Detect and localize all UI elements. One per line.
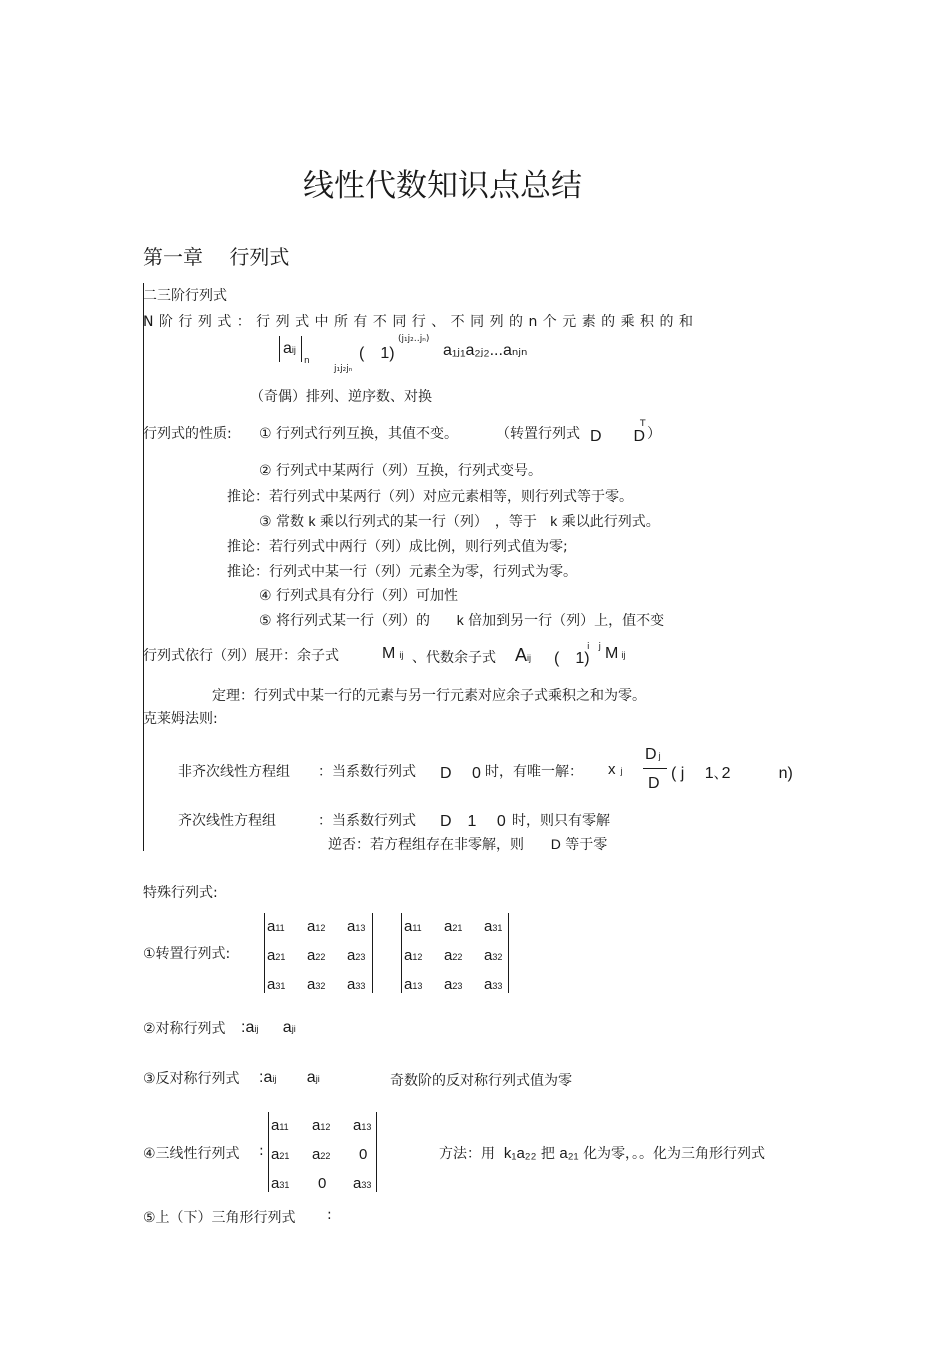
homogeneous-tail: 时，则只有零解 bbox=[512, 813, 610, 829]
triline-method: 方法：用 k₁a₂₂ 把 a₂₁ 化为零，。。化为三角形行列式 bbox=[439, 1145, 766, 1162]
matrix-cell: 0 bbox=[359, 1146, 368, 1163]
nonhomogeneous-tail: 时，有唯一解： bbox=[485, 764, 583, 780]
matrix-cell: a23 bbox=[444, 976, 463, 993]
property-1-math: D D bbox=[590, 428, 646, 445]
solution-range: ( j 1､2 n) bbox=[671, 765, 793, 782]
page-title: 线性代数知识点总结 bbox=[303, 168, 582, 204]
property-1-T: T bbox=[640, 419, 646, 429]
matrix-cell: a22 bbox=[312, 1146, 331, 1163]
matrix-a-bar-left bbox=[264, 913, 265, 993]
homogeneous-label: 齐次线性方程组 bbox=[178, 813, 276, 829]
matrix-cell: a13 bbox=[347, 918, 366, 935]
matrix-cell: a13 bbox=[404, 976, 423, 993]
matrix-tri-bar-left bbox=[268, 1112, 269, 1192]
symmetric-label: ②对称行列式 bbox=[143, 1021, 226, 1037]
matrix-cell: a11 bbox=[271, 1117, 289, 1134]
cramer-label: 克莱姆法则: bbox=[143, 711, 218, 727]
properties-label: 行列式的性质: bbox=[143, 426, 232, 442]
formula-terms: a₁ⱼ₁a₂ⱼ₂...aₙⱼₙ bbox=[443, 342, 528, 359]
special-label: 特殊行列式: bbox=[143, 885, 218, 901]
triline-colon: : bbox=[259, 1143, 264, 1159]
antisymmetric-label: ③反对称行列式 bbox=[143, 1071, 240, 1087]
transpose-label: ①转置行列式: bbox=[143, 946, 231, 962]
matrix-cell: a21 bbox=[267, 947, 286, 964]
minor-symbol: Mij bbox=[382, 645, 404, 662]
matrix-cell: a13 bbox=[353, 1117, 372, 1134]
matrix-at-bar-left bbox=[401, 913, 402, 993]
property-1: ① 行列式行列互换，其值不变。 bbox=[259, 426, 459, 442]
cofactor-sign: ( 1) bbox=[554, 650, 590, 667]
matrix-cell: a12 bbox=[404, 947, 423, 964]
section-left-rule bbox=[143, 283, 144, 851]
antisymmetric-note: 奇数阶的反对称行列式值为零 bbox=[390, 1073, 572, 1089]
triangular-label: ⑤上（下）三角形行列式 bbox=[143, 1210, 296, 1226]
chapter-heading: 第一章 行列式 bbox=[143, 245, 290, 269]
triline-label: ④三线性行列式 bbox=[143, 1146, 240, 1162]
nonhomogeneous-D: D 0 bbox=[440, 765, 481, 782]
formula-bar-right bbox=[301, 336, 302, 362]
solution-x: xj bbox=[608, 761, 623, 778]
formula-sum-index: j₁j₂jₙ bbox=[334, 364, 353, 374]
formula-exponent: (j₁j₂‥jₙ) bbox=[398, 334, 430, 344]
property-1-note: （转置行列式 bbox=[496, 426, 580, 442]
corollary-2: 推论：若行列式中两行（列）成比例，则行列式值为零; bbox=[227, 539, 568, 555]
homogeneous-converse: 逆否：若方程组存在非零解，则 D 等于零 bbox=[328, 836, 608, 853]
matrix-cell: a31 bbox=[267, 976, 286, 993]
expansion-mid: 、代数余子式 bbox=[412, 650, 496, 666]
triangular-colon: : bbox=[327, 1207, 332, 1223]
formula-lhs: aij bbox=[283, 340, 296, 357]
matrix-cell: a32 bbox=[484, 947, 503, 964]
matrix-cell: a33 bbox=[353, 1175, 372, 1192]
antisymmetric-math: :aij aji bbox=[259, 1069, 320, 1086]
matrix-cell: a21 bbox=[444, 918, 463, 935]
matrix-cell: a11 bbox=[404, 918, 422, 935]
fraction-numerator: Dj bbox=[645, 746, 661, 763]
corollary-1: 推论：若行列式中某两行（列）对应元素相等，则行列式等于零。 bbox=[227, 489, 633, 505]
corollary-3: 推论：行列式中某一行（列）元素全为零，行列式为零。 bbox=[227, 564, 577, 580]
matrix-cell: a12 bbox=[312, 1117, 331, 1134]
property-1-close: ） bbox=[647, 426, 661, 442]
cofactor-symbol: Aij bbox=[515, 645, 532, 665]
matrix-cell: a33 bbox=[484, 976, 503, 993]
property-2: ② 行列式中某两行（列）互换，行列式变号。 bbox=[259, 463, 542, 479]
parity-line: （奇偶）排列、逆序数、对换 bbox=[250, 389, 432, 405]
matrix-cell: a33 bbox=[347, 976, 366, 993]
matrix-tri-bar-right bbox=[376, 1112, 377, 1192]
matrix-cell: a21 bbox=[271, 1146, 290, 1163]
symmetric-math: :aij aji bbox=[241, 1019, 296, 1036]
matrix-cell: a12 bbox=[307, 918, 326, 935]
fraction-bar bbox=[643, 768, 667, 769]
matrix-cell: a31 bbox=[271, 1175, 290, 1192]
matrix-cell: a22 bbox=[307, 947, 326, 964]
matrix-a-bar-right bbox=[372, 913, 373, 993]
formula-sign: ( 1) bbox=[359, 345, 395, 362]
matrix-cell: a32 bbox=[307, 976, 326, 993]
matrix-cell: a31 bbox=[484, 918, 503, 935]
property-4: ④ 行列式具有分行（列）可加性 bbox=[259, 588, 459, 604]
formula-bar-left bbox=[279, 336, 280, 362]
property-3: ③ 常数 k 乘以行列式的某一行（列） ，等于 k 乘以此行列式。 bbox=[259, 513, 660, 530]
homogeneous-condition: ：当系数行列式 bbox=[318, 813, 416, 829]
matrix-cell: a23 bbox=[347, 947, 366, 964]
expansion-label: 行列式依行（列）展开：余子式 bbox=[143, 648, 339, 664]
nonhomogeneous-condition: ：当系数行列式 bbox=[318, 764, 416, 780]
property-5: ⑤ 将行列式某一行（列）的 k 倍加到另一行（列）上，值不变 bbox=[259, 612, 665, 629]
cofactor-minor: Mij bbox=[605, 645, 626, 662]
fraction-denominator: D bbox=[648, 775, 660, 792]
theorem: 定理：行列式中某一行的元素与另一行元素对应余子式乘积之和为零。 bbox=[212, 688, 646, 704]
formula-lhs-n: n bbox=[304, 356, 310, 366]
n-order-definition: N 阶 行 列 式 ： 行 列 式 中 所 有 不 同 行 、 不 同 列 的 n 个 元 素 的 乘 积 的 和 bbox=[143, 314, 694, 330]
cofactor-exponent: i j bbox=[587, 642, 602, 652]
matrix-cell: 0 bbox=[318, 1175, 327, 1192]
nonhomogeneous-label: 非齐次线性方程组 bbox=[178, 764, 290, 780]
homogeneous-D: D 1 0 bbox=[440, 813, 506, 830]
matrix-cell: a11 bbox=[267, 918, 285, 935]
section-heading-2-3-order: 二三阶行列式 bbox=[143, 288, 227, 304]
matrix-cell: a22 bbox=[444, 947, 463, 964]
matrix-at-bar-right bbox=[508, 913, 509, 993]
